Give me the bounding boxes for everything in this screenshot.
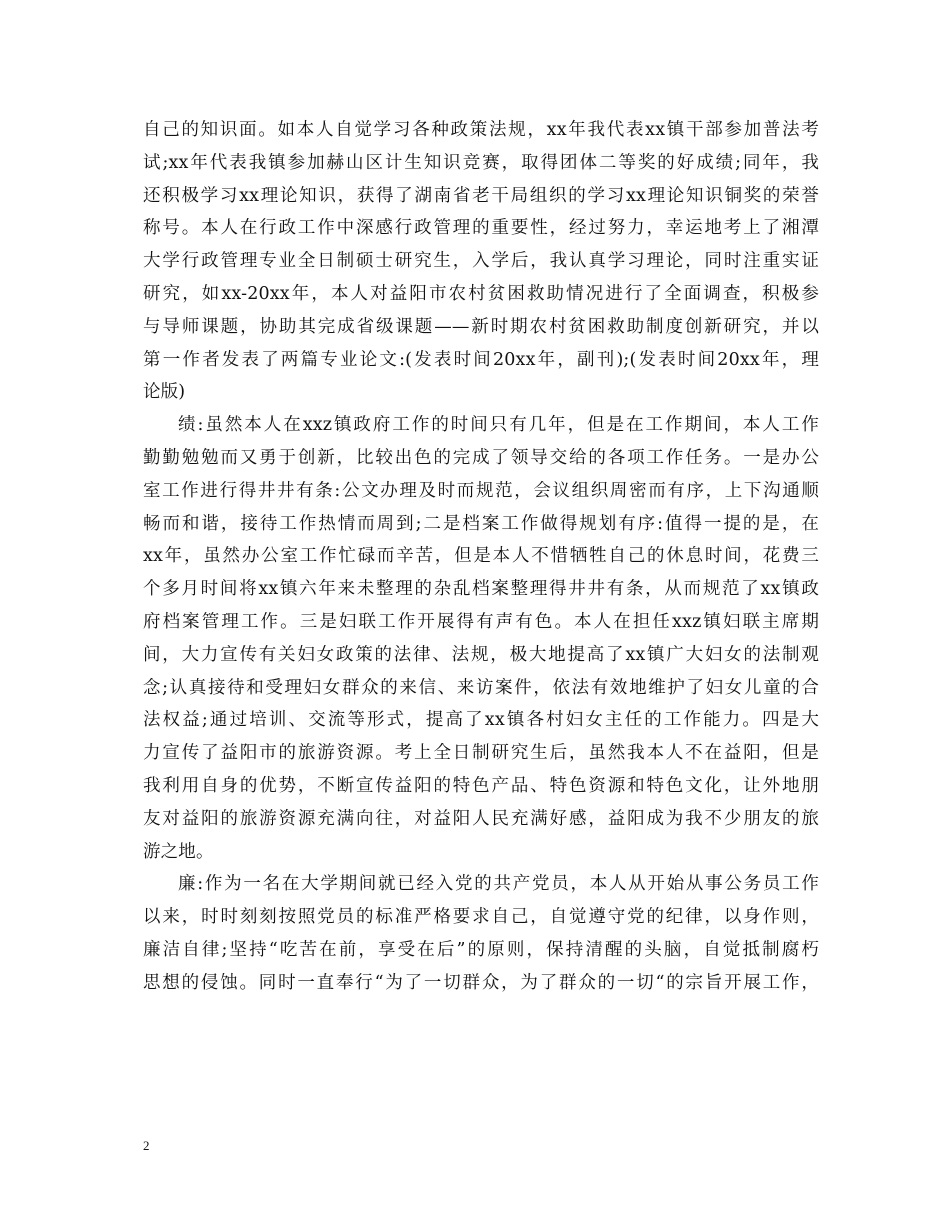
text-line: 友对益阳的旅游资源充满向往，对益阳人民充满好感，益阳成为我不少朋友的旅 (143, 808, 819, 829)
text-line: 称号。本人在行政工作中深感行政管理的重要性，经过努力，幸运地考上了湘潭 (143, 218, 819, 239)
text-line: 绩:虽然本人在xxz镇政府工作的时间只有几年，但是在工作期间，本人工作 (178, 415, 819, 436)
text-line: 个多月时间将xx镇六年来未整理的杂乱档案整理得井井有条，从而规范了xx镇政 (143, 579, 819, 600)
text-line: 廉:作为一名在大学期间就已经入党的共产党员，本人从开始从事公务员工作 (178, 874, 819, 895)
text-line: 大学行政管理专业全日制硕士研究生，入学后，我认真学习理论，同时注重实证 (143, 251, 819, 272)
text-line: 我利用自身的优势，不断宣传益阳的特色产品、特色资源和特色文化，让外地朋 (143, 775, 819, 796)
text-line: 室工作进行得井井有条:公文办理及时而规范，会议组织周密而有序，上下沟通顺 (143, 480, 819, 501)
text-line: 论版) (143, 382, 186, 403)
text-line: 自己的知识面。如本人自觉学习各种政策法规，xx年我代表xx镇干部参加普法考 (143, 120, 819, 140)
text-line: 畅而和谐，接待工作热情而周到;二是档案工作做得规划有序:值得一提的是，在 (143, 513, 819, 534)
page-number: 2 (143, 1138, 150, 1153)
text-line: 府档案管理工作。三是妇联工作开展得有声有色。本人在担任xxz镇妇联主席期 (143, 611, 819, 632)
text-line: 还积极学习xx理论知识，获得了湖南省老干局组织的学习xx理论知识铜奖的荣誉 (143, 185, 819, 206)
text-line: xx年，虽然办公室工作忙碌而辛苦，但是本人不惜牺牲自己的休息时间，花费三 (143, 546, 819, 567)
text-line: 游之地。 (143, 841, 214, 862)
text-line: 廉洁自律;坚持“吃苦在前，享受在后”的原则，保持清醒的头脑，自觉抵制腐朽 (143, 939, 819, 960)
text-line: 试;xx年代表我镇参加赫山区计生知识竞赛，取得团体二等奖的好成绩;同年，我 (143, 152, 819, 173)
text-line: 勤勤勉勉而又勇于创新，比较出色的完成了领导交给的各项工作任务。一是办公 (143, 447, 819, 468)
text-line: 念;认真接待和受理妇女群众的来信、来访案件，依法有效地维护了妇女儿童的合 (143, 677, 819, 698)
text-line: 研究，如xx-20xx年，本人对益阳市农村贫困救助情况进行了全面调查，积极参 (143, 283, 819, 304)
text-line: 第一作者发表了两篇专业论文:(发表时间20xx年，副刊);(发表时间20xx年，理 (143, 349, 819, 370)
text-line: 与导师课题，协助其完成省级课题——新时期农村贫困救助制度创新研究，并以 (143, 316, 819, 337)
text-line: 力宣传了益阳市的旅游资源。考上全日制研究生后，虽然我本人不在益阳，但是 (143, 743, 819, 764)
text-line: 思想的侵蚀。同时一直奉行“为了一切群众，为了群众的一切“的宗旨开展工作， (143, 972, 819, 993)
text-line: 间，大力宣传有关妇女政策的法律、法规，极大地提高了xx镇广大妇女的法制观 (143, 644, 819, 665)
document-body (143, 114, 819, 1000)
text-line: 法权益;通过培训、交流等形式，提高了xx镇各村妇女主任的工作能力。四是大 (143, 710, 819, 731)
text-line: 以来，时时刻刻按照党员的标准严格要求自己，自觉遵守党的纪律，以身作则， (143, 907, 819, 928)
